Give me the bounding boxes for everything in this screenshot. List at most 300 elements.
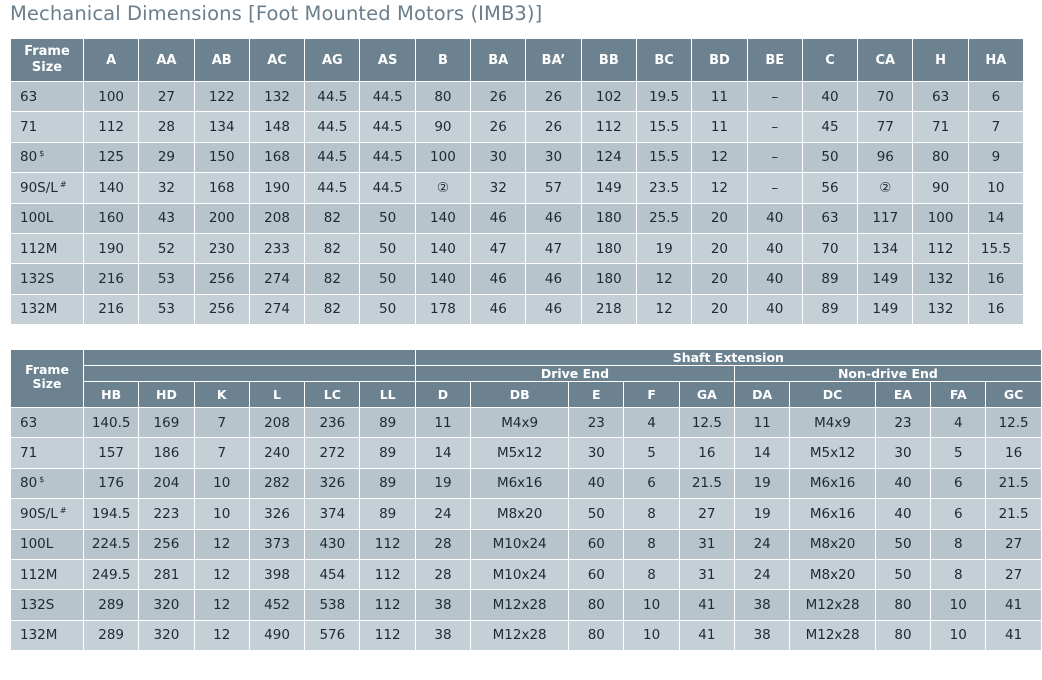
table-row	[11, 559, 1042, 589]
dimension-cell: 204	[139, 468, 194, 498]
frame-size-label: 112M	[20, 566, 58, 583]
dimension-cell: 134	[858, 233, 913, 263]
dimension-cell: M5x12	[471, 438, 569, 468]
dimension-cell: 19	[735, 468, 790, 498]
frame-size-cell	[11, 173, 84, 203]
dimension-cell: 44.5	[305, 112, 360, 142]
dimension-cell: 16	[968, 294, 1023, 324]
dimension-cell: 326	[305, 468, 360, 498]
column-header: HB	[84, 382, 139, 408]
frame-header-line-2: Size	[31, 60, 63, 75]
dimension-cell: 82	[305, 233, 360, 263]
dimension-cell: 19	[636, 233, 691, 263]
dimension-cell: 40	[747, 264, 802, 294]
dimension-cell: 186	[139, 438, 194, 468]
dimension-cell: –	[747, 112, 802, 142]
frame-size-header	[11, 350, 84, 408]
dimension-cell: 46	[526, 264, 581, 294]
dimension-cell: 41	[679, 620, 734, 650]
column-header: A	[84, 39, 139, 82]
dimension-cell: 31	[679, 529, 734, 559]
column-header: AS	[360, 39, 415, 82]
dimension-cell: 168	[249, 142, 304, 172]
dimension-cell: 289	[84, 590, 139, 620]
frame-size-cell	[11, 294, 84, 324]
table-row	[11, 620, 1042, 650]
table-row	[11, 264, 1024, 294]
dimension-cell: 15.5	[968, 233, 1023, 263]
frame-size-label: 132M	[20, 627, 58, 644]
dimension-cell: 256	[194, 294, 249, 324]
column-header: BA	[471, 39, 526, 82]
dimension-cell: 52	[139, 233, 194, 263]
dimension-cell: 15.5	[636, 112, 691, 142]
dimension-cell: 112	[84, 112, 139, 142]
dimension-cell: M8x20	[790, 529, 876, 559]
dimension-cell: 11	[735, 408, 790, 438]
dimension-cell: 44.5	[360, 142, 415, 172]
dimension-cell: 40	[747, 294, 802, 324]
dimension-cell: M12x28	[790, 620, 876, 650]
dimension-cell: 6	[931, 468, 986, 498]
dimension-cell: 21.5	[679, 468, 734, 498]
dimension-cell: 28	[139, 112, 194, 142]
frame-size-cell	[11, 142, 84, 172]
dimension-cell: 50	[360, 294, 415, 324]
footnote-mark: $	[39, 149, 45, 159]
column-header: BC	[636, 39, 691, 82]
frame-size-header	[11, 39, 84, 82]
frame-size-cell	[11, 408, 84, 438]
dimension-cell: 102	[581, 82, 636, 112]
table-row	[11, 408, 1042, 438]
table-1-body	[11, 82, 1024, 325]
column-header: BB	[581, 39, 636, 82]
dimension-cell: –	[747, 82, 802, 112]
dimension-cell: 178	[415, 294, 470, 324]
dimension-cell: 190	[84, 233, 139, 263]
column-header: D	[415, 382, 470, 408]
dimension-cell: 50	[875, 559, 930, 589]
dimension-cell: 41	[986, 590, 1041, 620]
frame-size-label: 132S	[20, 271, 55, 288]
dimension-cell: 282	[249, 468, 304, 498]
dimension-cell: 6	[624, 468, 679, 498]
table-row	[11, 233, 1024, 263]
dimension-cell: 26	[526, 82, 581, 112]
dimension-cell: 26	[471, 82, 526, 112]
dimension-cell: 134	[194, 112, 249, 142]
dimension-cell: 176	[84, 468, 139, 498]
dimension-cell: 15.5	[636, 142, 691, 172]
dimension-cell: 240	[249, 438, 304, 468]
dimension-cell: 30	[569, 438, 624, 468]
dimension-cell: 452	[249, 590, 304, 620]
dimension-cell: 14	[735, 438, 790, 468]
dimension-cell: 40	[747, 203, 802, 233]
table-row	[11, 294, 1024, 324]
dimension-cell: 12	[636, 294, 691, 324]
dimension-cell: 82	[305, 294, 360, 324]
dimension-cell: 320	[139, 620, 194, 650]
dimension-cell: 12	[194, 529, 249, 559]
dimension-cell: 21.5	[986, 499, 1041, 529]
dimension-cell: 46	[471, 294, 526, 324]
dimension-cell: 70	[858, 82, 913, 112]
dimension-cell: 28	[415, 559, 470, 589]
table-2-column-row	[11, 382, 1042, 408]
dimension-cell: –	[747, 173, 802, 203]
dimension-cell: 53	[139, 264, 194, 294]
dimension-cell: 82	[305, 203, 360, 233]
table-row	[11, 142, 1024, 172]
dimension-cell: 100	[913, 203, 968, 233]
dimension-cell: 140.5	[84, 408, 139, 438]
dimension-cell: 44.5	[305, 82, 360, 112]
dimension-cell: 27	[139, 82, 194, 112]
dimension-cell: 112	[360, 590, 415, 620]
column-header: BD	[692, 39, 747, 82]
dimension-cell: 236	[305, 408, 360, 438]
dimension-cell: 230	[194, 233, 249, 263]
dimension-cell: 26	[526, 112, 581, 142]
column-header: B	[415, 39, 470, 82]
frame-size-label: 132M	[20, 301, 58, 318]
table-row	[11, 499, 1042, 529]
dimension-cell: 32	[139, 173, 194, 203]
dimension-cell: 208	[249, 408, 304, 438]
dimension-cell: 21.5	[986, 468, 1041, 498]
dimension-cell: 12.5	[679, 408, 734, 438]
dimension-cell: 7	[194, 408, 249, 438]
table-row	[11, 468, 1042, 498]
dimension-cell: 12	[692, 173, 747, 203]
dimension-cell: 20	[692, 233, 747, 263]
dimension-cell: 89	[360, 438, 415, 468]
dimension-cell: 40	[802, 82, 857, 112]
dimension-cell: 180	[581, 264, 636, 294]
dimension-cell: 10	[624, 590, 679, 620]
dimension-cell: 38	[735, 620, 790, 650]
dimension-cell: 46	[471, 203, 526, 233]
dimension-cell: 89	[360, 499, 415, 529]
frame-size-label: 63	[20, 88, 38, 105]
dimension-cell: 223	[139, 499, 194, 529]
dimension-cell: 41	[986, 620, 1041, 650]
frame-header-line-2: Size	[32, 376, 62, 391]
table-row	[11, 438, 1042, 468]
column-header: GC	[986, 382, 1041, 408]
column-header: GA	[679, 382, 734, 408]
dimension-cell: 47	[471, 233, 526, 263]
table-1-header-row	[11, 39, 1024, 82]
dimension-cell: 112	[360, 559, 415, 589]
column-header: DC	[790, 382, 876, 408]
column-header: HD	[139, 382, 194, 408]
dimension-cell: M5x12	[790, 438, 876, 468]
column-header: DA	[735, 382, 790, 408]
dimension-cell: 190	[249, 173, 304, 203]
frame-size-label: 80	[20, 475, 38, 492]
dimension-cell: 9	[968, 142, 1023, 172]
dimension-cell: 80	[875, 620, 930, 650]
dimension-cell: 71	[913, 112, 968, 142]
blank-header-cell	[84, 366, 416, 382]
dimension-cell: 10	[624, 620, 679, 650]
dimension-cell: 11	[692, 112, 747, 142]
dimension-cell: 538	[305, 590, 360, 620]
dimension-cell: 125	[84, 142, 139, 172]
dimension-cell: 32	[471, 173, 526, 203]
dimension-cell: 14	[968, 203, 1023, 233]
dimension-cell: 373	[249, 529, 304, 559]
dimension-cell: 180	[581, 203, 636, 233]
dimension-cell: 168	[194, 173, 249, 203]
column-header: LL	[360, 382, 415, 408]
dimension-cell: 149	[858, 294, 913, 324]
dimension-cell: 44.5	[305, 173, 360, 203]
dimension-cell: 50	[875, 529, 930, 559]
dimension-cell: 89	[802, 264, 857, 294]
frame-size-cell	[11, 468, 84, 498]
column-header: BE	[747, 39, 802, 82]
dimension-cell: 46	[471, 264, 526, 294]
dimension-cell: 80	[569, 620, 624, 650]
dimension-cell: 23	[569, 408, 624, 438]
dimension-cell: 8	[931, 529, 986, 559]
dimension-cell: 374	[305, 499, 360, 529]
dimension-cell: 25.5	[636, 203, 691, 233]
dimension-cell: 289	[84, 620, 139, 650]
dimension-cell: 53	[139, 294, 194, 324]
dimension-cell: 82	[305, 264, 360, 294]
dimension-cell: 4	[931, 408, 986, 438]
dimension-cell: 80	[569, 590, 624, 620]
column-header: AA	[139, 39, 194, 82]
column-header: CA	[858, 39, 913, 82]
dimension-cell: 12	[692, 142, 747, 172]
dimension-cell: 40	[747, 233, 802, 263]
dimension-cell: 10	[931, 620, 986, 650]
dimension-cell: 38	[415, 590, 470, 620]
dimension-cell: 194.5	[84, 499, 139, 529]
dimension-cell: 272	[305, 438, 360, 468]
dimension-cell: 8	[931, 559, 986, 589]
table-row	[11, 173, 1024, 203]
column-header: K	[194, 382, 249, 408]
dimension-cell: 19	[735, 499, 790, 529]
dimension-cell: 20	[692, 264, 747, 294]
dimension-cell: 50	[360, 203, 415, 233]
frame-size-cell	[11, 529, 84, 559]
dimension-cell: 90	[415, 112, 470, 142]
shaft-extension-header: Shaft Extension	[415, 350, 1041, 366]
dimension-cell: 132	[249, 82, 304, 112]
dimension-cell: 16	[986, 438, 1041, 468]
column-header: AC	[249, 39, 304, 82]
dimension-cell: 10	[968, 173, 1023, 203]
frame-size-label: 63	[20, 414, 38, 431]
dimension-cell: 6	[968, 82, 1023, 112]
frame-size-label: 100L	[20, 210, 54, 227]
table-2-group-row	[11, 350, 1042, 366]
dimension-cell: 140	[415, 203, 470, 233]
dimension-cell: 100	[84, 82, 139, 112]
column-header: BA’	[526, 39, 581, 82]
dimension-cell: 89	[802, 294, 857, 324]
frame-size-cell	[11, 620, 84, 650]
frame-size-cell	[11, 112, 84, 142]
dimension-cell: 12	[636, 264, 691, 294]
dimension-cell: 46	[526, 294, 581, 324]
dimension-cell: 38	[735, 590, 790, 620]
frame-size-label: 132S	[20, 597, 55, 614]
dimension-cell: 5	[931, 438, 986, 468]
dimension-cell: 218	[581, 294, 636, 324]
dimension-cell: 249.5	[84, 559, 139, 589]
footnote-mark: #	[59, 179, 67, 189]
table-row	[11, 529, 1042, 559]
frame-size-label: 112M	[20, 240, 58, 257]
dimension-cell: 16	[679, 438, 734, 468]
dimension-cell: 281	[139, 559, 194, 589]
column-header: DB	[471, 382, 569, 408]
dimension-cell: 27	[986, 529, 1041, 559]
dimension-cell: 216	[84, 264, 139, 294]
dimension-cell: 80	[875, 590, 930, 620]
dimension-cell: 30	[526, 142, 581, 172]
frame-header-line-1: Frame	[24, 44, 70, 59]
dimension-cell: 44.5	[360, 112, 415, 142]
dimension-cell: ②	[415, 173, 470, 203]
dimension-cell: 124	[581, 142, 636, 172]
dimension-cell: 28	[415, 529, 470, 559]
dimension-cell: 320	[139, 590, 194, 620]
dimension-cell: 10	[194, 468, 249, 498]
dimension-cell: 96	[858, 142, 913, 172]
dimension-cell: 149	[858, 264, 913, 294]
frame-size-label: 90S/L	[20, 505, 58, 522]
dimension-cell: 148	[249, 112, 304, 142]
column-header: C	[802, 39, 857, 82]
dimension-cell: M8x20	[790, 559, 876, 589]
dimension-cell: 490	[249, 620, 304, 650]
table-row	[11, 112, 1024, 142]
dimension-cell: 140	[84, 173, 139, 203]
dimension-cell: 12	[194, 620, 249, 650]
table-2-body	[11, 408, 1042, 651]
column-header: E	[569, 382, 624, 408]
dimension-cell: 19.5	[636, 82, 691, 112]
frame-header-line-1: Frame	[25, 362, 69, 377]
dimension-cell: 40	[875, 468, 930, 498]
dimension-cell: 7	[968, 112, 1023, 142]
frame-size-cell	[11, 559, 84, 589]
dimension-cell: 23	[875, 408, 930, 438]
dimension-cell: 132	[913, 294, 968, 324]
dimension-cell: 23.5	[636, 173, 691, 203]
dimension-cell: 8	[624, 529, 679, 559]
footnote-mark: #	[59, 505, 67, 515]
dimension-cell: 90	[913, 173, 968, 203]
dimension-cell: M4x9	[790, 408, 876, 438]
dimension-cell: 44.5	[360, 173, 415, 203]
dimension-cell: 80	[415, 82, 470, 112]
dimension-cell: 43	[139, 203, 194, 233]
dimension-cell: M6x16	[471, 468, 569, 498]
dimension-cell: 11	[415, 408, 470, 438]
dimension-cell: 47	[526, 233, 581, 263]
dimension-cell: 41	[679, 590, 734, 620]
dimension-cell: 40	[875, 499, 930, 529]
dimension-cell: 132	[913, 264, 968, 294]
dimension-cell: 256	[139, 529, 194, 559]
dimension-cell: 117	[858, 203, 913, 233]
dimension-cell: 576	[305, 620, 360, 650]
dimension-cell: M10x24	[471, 529, 569, 559]
footnote-mark: $	[39, 475, 45, 485]
page-title: Mechanical Dimensions [Foot Mounted Motors (IMB3)]	[10, 2, 543, 25]
dimension-cell: 430	[305, 529, 360, 559]
dimension-cell: 44.5	[360, 82, 415, 112]
dimension-cell: ②	[858, 173, 913, 203]
frame-size-label: 71	[20, 119, 38, 136]
dimension-cell: 208	[249, 203, 304, 233]
dimension-cell: 216	[84, 294, 139, 324]
dimension-cell: 60	[569, 559, 624, 589]
dimension-cell: 122	[194, 82, 249, 112]
dimension-cell: 44.5	[305, 142, 360, 172]
frame-size-cell	[11, 590, 84, 620]
dimension-cell: M12x28	[790, 590, 876, 620]
column-header: LC	[305, 382, 360, 408]
dimension-cell: 157	[84, 438, 139, 468]
dimension-cell: 169	[139, 408, 194, 438]
dimension-cell: 11	[692, 82, 747, 112]
dimension-cell: M12x28	[471, 590, 569, 620]
dimension-cell: 45	[802, 112, 857, 142]
dimension-cell: 89	[360, 468, 415, 498]
dimension-cell: 24	[735, 529, 790, 559]
dimension-cell: 26	[471, 112, 526, 142]
dimensions-table-2	[10, 349, 1042, 651]
dimension-cell: 12	[194, 590, 249, 620]
frame-size-label: 90S/L	[20, 179, 58, 196]
dimensions-table-1	[10, 38, 1024, 325]
dimension-cell: 46	[526, 203, 581, 233]
dimension-cell: 12	[194, 559, 249, 589]
dimension-cell: 224.5	[84, 529, 139, 559]
dimension-cell: 24	[415, 499, 470, 529]
dimension-cell: 31	[679, 559, 734, 589]
table-2-subgroup-row	[11, 366, 1042, 382]
table-row	[11, 82, 1024, 112]
dimension-cell: 12.5	[986, 408, 1041, 438]
dimension-cell: M6x16	[790, 468, 876, 498]
dimension-cell: 30	[875, 438, 930, 468]
dimension-cell: 100	[415, 142, 470, 172]
column-header: AG	[305, 39, 360, 82]
dimension-cell: 160	[84, 203, 139, 233]
dimension-cell: 27	[679, 499, 734, 529]
column-header: F	[624, 382, 679, 408]
dimension-cell: 112	[581, 112, 636, 142]
frame-size-label: 80	[20, 149, 38, 166]
dimension-cell: 10	[194, 499, 249, 529]
dimension-cell: 89	[360, 408, 415, 438]
dimension-cell: 77	[858, 112, 913, 142]
dimension-cell: M4x9	[471, 408, 569, 438]
